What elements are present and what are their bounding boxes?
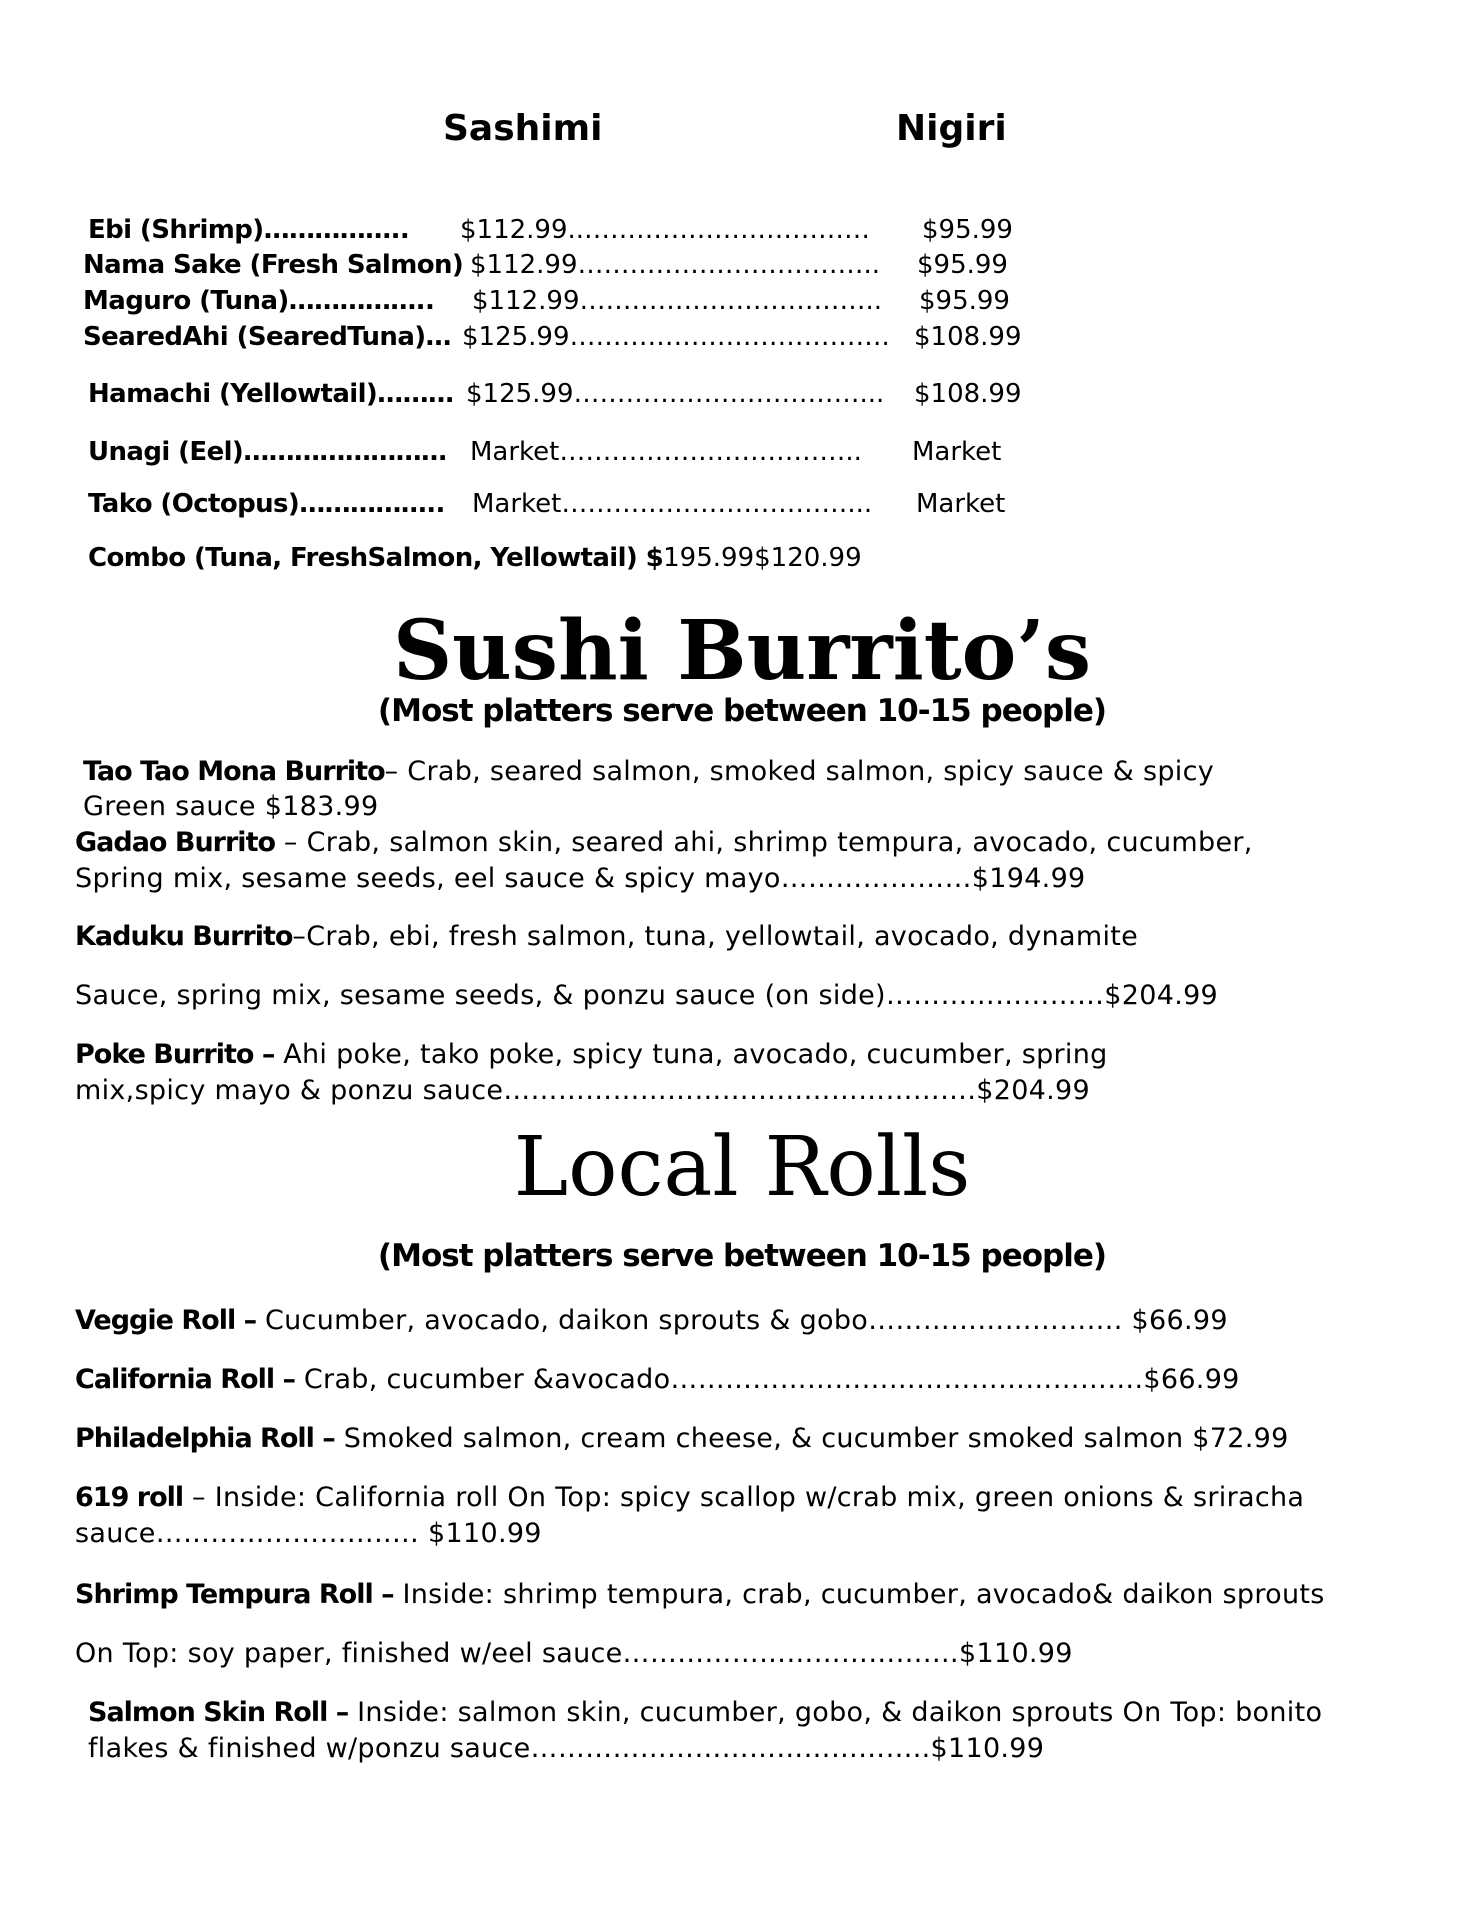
item-name: Unagi (Eel)…………………… (88, 437, 447, 467)
menu-item (75, 919, 1138, 955)
sashimi-row (83, 320, 451, 354)
nigiri-price: $95.99 (919, 286, 1010, 316)
leader-dots: ………………………………. (569, 322, 890, 352)
item-description: – Crab, salmon skin, seared ahi, shrimp tempura, avocado, cucumber, (275, 827, 1253, 858)
rolls-subtitle: (Most platters serve between 10-15 people) (377, 1238, 1107, 1274)
sashimi-price: Market (470, 437, 560, 467)
menu-item (75, 1303, 1228, 1339)
item-description-cont: Sauce, spring mix, sesame seeds, & ponzu sauce (on side)……………………$204.99 (75, 980, 1219, 1011)
sashimi-row (88, 213, 409, 247)
leader-dots: ..…………………………… (567, 215, 871, 245)
leader-dots: ……………………………... (561, 489, 873, 519)
rolls-title: Local Rolls (513, 1120, 971, 1215)
price-group (460, 213, 870, 247)
item-name: 619 roll (75, 1482, 184, 1513)
sashimi-price: $112.99 (460, 215, 568, 245)
sashimi-price: Market (472, 489, 562, 519)
nigiri-price: $95.99 (922, 215, 1013, 245)
item-description-cont: On Top: soy paper, finished w/eel sauce…………………………….…$110.99 (75, 1638, 1073, 1669)
item-description-cont: Spring mix, sesame seeds, eel sauce & spicy mayo…………………$194.99 (75, 863, 1086, 894)
menu-item (75, 1037, 1108, 1073)
menu-item (75, 1362, 1240, 1398)
item-name: Philadelphia Roll – (75, 1423, 335, 1454)
item-description-cont: mix,spicy mayo & ponzu sauce…………………………………………….$204.99 (75, 1075, 1090, 1106)
item-name: Gadao Burrito (75, 827, 276, 858)
item-name: Shrimp Tempura Roll – (75, 1579, 394, 1610)
item-name: Tao Tao Mona Burrito (83, 756, 385, 787)
item-name: Tako (Octopus)…………….. (88, 489, 445, 519)
item-description-cont: Green sauce $183.99 (83, 791, 379, 822)
item-description: – Crab, seared salmon, smoked salmon, spicy sauce & spicy (384, 756, 1215, 787)
menu-item (75, 1480, 1304, 1516)
item-name: SearedAhi (SearedTuna)… (83, 322, 451, 352)
burritos-title: Sushi Burrito’s (392, 603, 1092, 699)
item-description: – Inside: California roll On Top: spicy scallop w/crab mix, green onions & sriracha (183, 1482, 1305, 1513)
combo-row (88, 541, 862, 575)
price-group (470, 248, 880, 282)
leader-dots: …………………………….. (579, 286, 883, 316)
nigiri-price: Market (912, 437, 1002, 467)
sashimi-price: $112.99 (470, 250, 578, 280)
item-description: Cucumber, avocado, daikon sprouts & gobo………………………. $66.99 (256, 1305, 1228, 1336)
item-name: Salmon Skin Roll – (88, 1697, 349, 1728)
menu-item (75, 1577, 1325, 1613)
nigiri-heading: Nigiri (896, 108, 1007, 149)
item-description: Inside: salmon skin, cucumber, gobo, & daikon sprouts On Top: bonito (348, 1697, 1323, 1728)
sashimi-heading: Sashimi (443, 108, 603, 149)
item-description-cont: flakes & finished w/ponzu sauce……………………………………..$110.99 (88, 1733, 1045, 1764)
item-description: Ahi poke, tako poke, spicy tuna, avocado, cucumber, spring (274, 1039, 1108, 1070)
menu-item (83, 754, 1214, 790)
leader-dots: …………………………….. (559, 437, 862, 467)
nigiri-price: Market (916, 489, 1006, 519)
item-description: Crab, cucumber &avocado…………………………………………….$66.99 (295, 1364, 1240, 1395)
item-name: Hamachi (Yellowtail)……… (88, 379, 454, 409)
item-name: Combo (Tuna, FreshSalmon, Yellowtail) $ (88, 543, 664, 573)
sashimi-row (88, 487, 445, 521)
item-name: Nama Sake (Fresh Salmon) (83, 250, 464, 280)
sashimi-row (83, 284, 434, 318)
sashimi-price: $125.99 (466, 379, 574, 409)
item-description: Smoked salmon, cream cheese, & cucumber smoked salmon $72.99 (334, 1423, 1289, 1454)
sashimi-price: $112.99 (472, 286, 580, 316)
sashimi-price: $125.99 (462, 322, 570, 352)
menu-item (75, 1421, 1289, 1457)
item-name: Veggie Roll – (75, 1305, 257, 1336)
price-group (472, 284, 882, 318)
item-name: California Roll – (75, 1364, 296, 1395)
leader-dots: …………………………….. (577, 250, 881, 280)
menu-item (75, 825, 1253, 861)
sashimi-price: 195.99 (663, 543, 755, 573)
item-name: Kaduku Burrito (75, 921, 293, 952)
item-name: Ebi (Shrimp)…………….. (88, 215, 410, 245)
item-description-cont: sauce……………………..… $110.99 (75, 1518, 542, 1549)
item-name: Poke Burrito – (75, 1039, 275, 1070)
nigiri-price: $108.99 (914, 322, 1022, 352)
item-name: Maguro (Tuna)…………….. (83, 286, 435, 316)
item-description: Inside: shrimp tempura, crab, cucumber, avocado& daikon sprouts (393, 1579, 1325, 1610)
price-group (470, 435, 862, 469)
price-group (466, 377, 884, 411)
nigiri-price: $120.99 (754, 543, 862, 573)
sashimi-row (83, 248, 463, 282)
nigiri-price: $108.99 (914, 379, 1022, 409)
nigiri-price: $95.99 (917, 250, 1008, 280)
sashimi-row (88, 435, 446, 469)
price-group (472, 487, 872, 521)
sashimi-row (88, 377, 453, 411)
leader-dots: ……………………………... (573, 379, 885, 409)
menu-item (88, 1695, 1322, 1731)
price-group (462, 320, 890, 354)
item-description: –Crab, ebi, fresh salmon, tuna, yellowtail, avocado, dynamite (292, 921, 1139, 952)
burritos-subtitle: (Most platters serve between 10-15 people) (377, 693, 1107, 729)
